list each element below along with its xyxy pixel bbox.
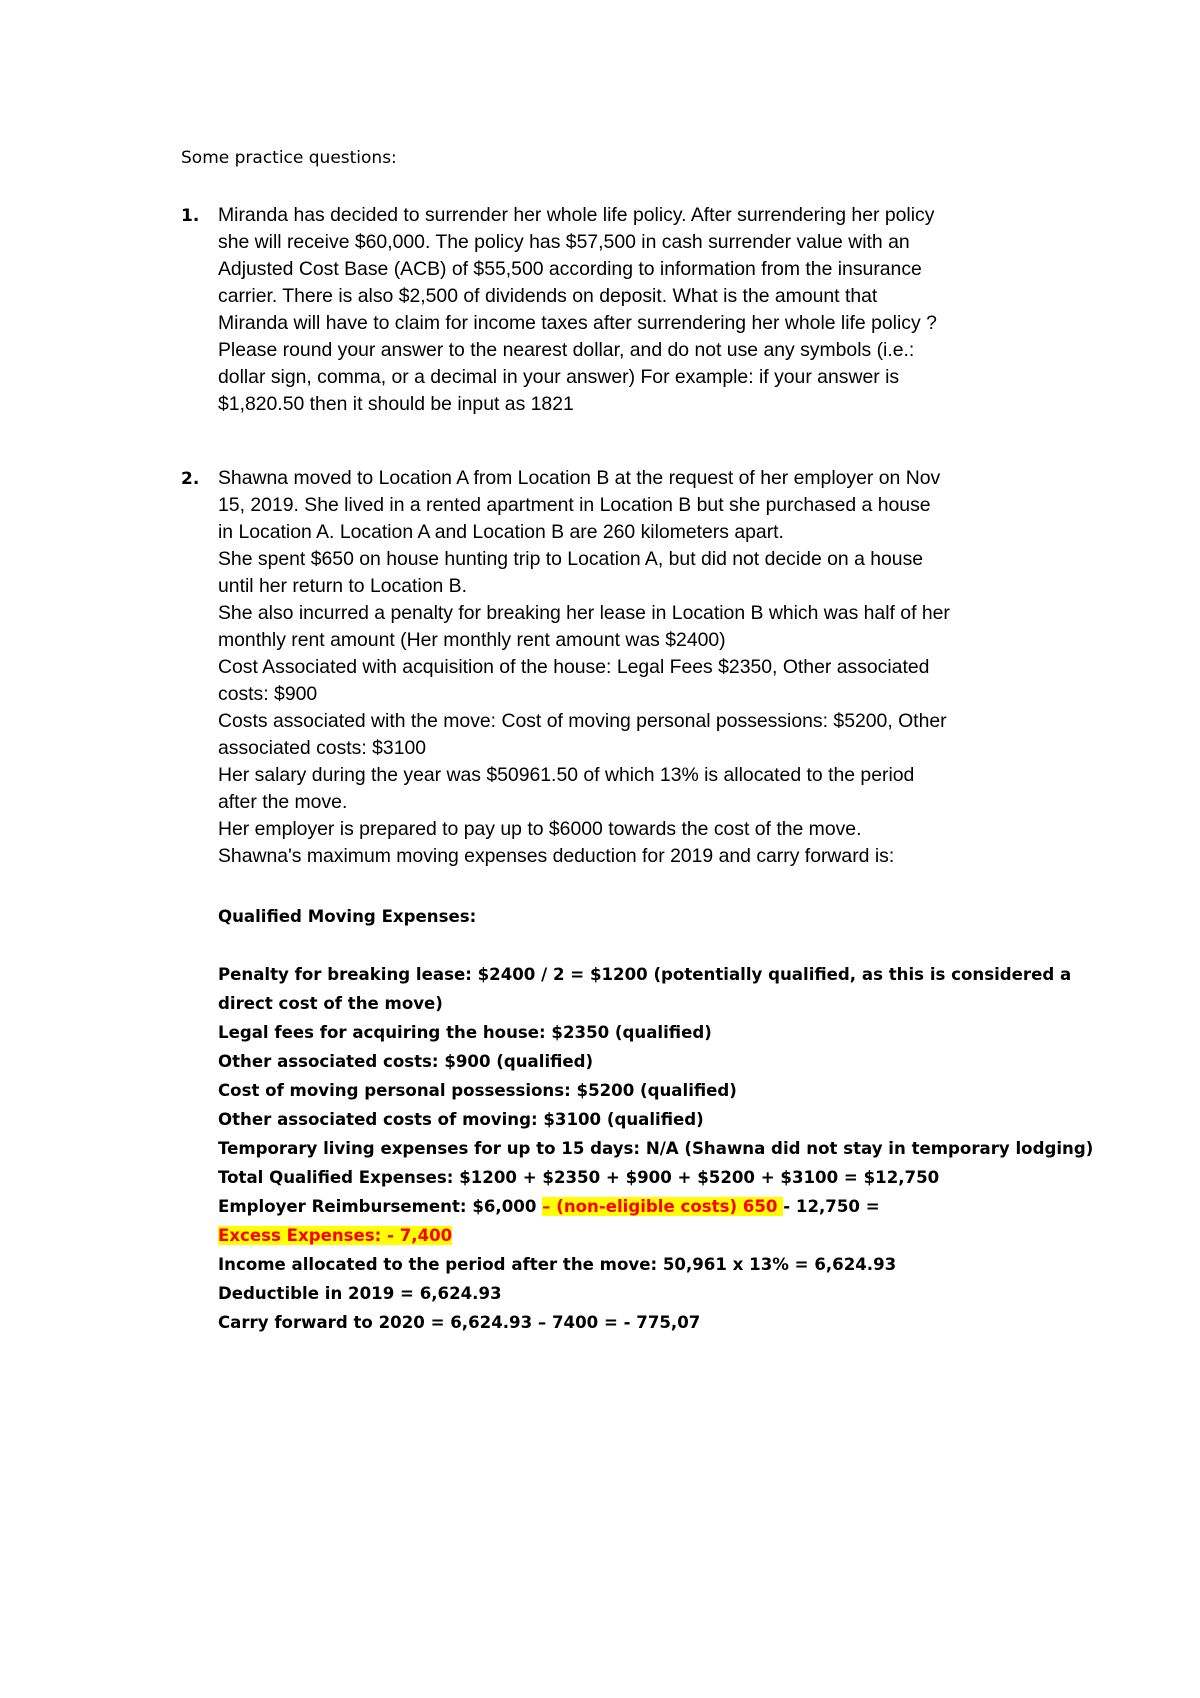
question-2-line: Shawna moved to Location A from Location B at the request of her employer on Nov xyxy=(218,467,941,489)
question-1-line: Miranda will have to claim for income taxes after surrendering her whole life policy ? xyxy=(218,312,937,334)
question-2-line: Cost Associated with acquisition of the house: Legal Fees $2350, Other associated xyxy=(218,656,930,678)
question-2-text xyxy=(218,465,1078,870)
question-2-line: until her return to Location B. xyxy=(218,575,467,597)
answer-title-block xyxy=(218,902,1098,931)
non-eligible-costs-highlight: – (non-eligible costs) 650 xyxy=(542,1197,784,1216)
question-2-line: Her salary during the year was $50961.50 of which 13% is allocated to the period xyxy=(218,764,915,786)
question-2-line: costs: $900 xyxy=(218,683,318,705)
question-1-line: dollar sign, comma, or a decimal in your answer) For example: if your answer is xyxy=(218,366,900,388)
question-1-line: $1,820.50 then it should be input as 1821 xyxy=(218,393,574,415)
answer-line: Total Qualified Expenses: $1200 + $2350 + $900 + $5200 + $3100 = $12,750 xyxy=(218,1168,940,1187)
question-1-text xyxy=(218,202,1078,418)
question-2-line: 15, 2019. She lived in a rented apartment in Location B but she purchased a house xyxy=(218,494,931,516)
document-heading: Some practice questions: xyxy=(181,148,397,168)
question-2-line: monthly rent amount (Her monthly rent amount was $2400) xyxy=(218,629,726,651)
excess-expenses-highlight: Excess Expenses: - 7,400 xyxy=(218,1226,453,1245)
question-2-line: after the move. xyxy=(218,791,348,813)
question-1-line: she will receive $60,000. The policy has $57,500 in cash surrender value with an xyxy=(218,231,910,253)
answer-line: Deductible in 2019 = 6,624.93 xyxy=(218,1284,502,1303)
answer-block xyxy=(218,960,1098,1337)
answer-line: Carry forward to 2020 = 6,624.93 – 7400 = - 775,07 xyxy=(218,1313,701,1332)
question-1-number: 1. xyxy=(181,206,200,226)
answer-line: Other associated costs of moving: $3100 (qualified) xyxy=(218,1110,704,1129)
question-1-line: carrier. There is also $2,500 of dividends on deposit. What is the amount that xyxy=(218,285,878,307)
reimbursement-suffix: - 12,750 = xyxy=(783,1197,880,1216)
answer-line: direct cost of the move) xyxy=(218,994,443,1013)
question-2-line: associated costs: $3100 xyxy=(218,737,427,759)
answer-title: Qualified Moving Expenses: xyxy=(218,907,477,926)
question-2-line: She also incurred a penalty for breaking her lease in Location B which was half of her xyxy=(218,602,950,624)
excess-expenses-line xyxy=(218,1221,1098,1250)
answer-line: Penalty for breaking lease: $2400 / 2 = $1200 (potentially qualified, as this is considered a xyxy=(218,965,1072,984)
question-2-line: Shawna's maximum moving expenses deduction for 2019 and carry forward is: xyxy=(218,845,895,867)
question-2-line: in Location A. Location A and Location B are 260 kilometers apart. xyxy=(218,521,784,543)
reimbursement-prefix: Employer Reimbursement: $6,000 xyxy=(218,1197,543,1216)
answer-line: Income allocated to the period after the move: 50,961 x 13% = 6,624.93 xyxy=(218,1255,897,1274)
question-1-line: Please round your answer to the nearest dollar, and do not use any symbols (i.e.: xyxy=(218,339,915,361)
answer-line: Temporary living expenses for up to 15 days: N/A (Shawna did not stay in temporary lodging) xyxy=(218,1139,1094,1158)
question-2-line: Her employer is prepared to pay up to $6000 towards the cost of the move. xyxy=(218,818,862,840)
answer-line: Legal fees for acquiring the house: $2350 (qualified) xyxy=(218,1023,712,1042)
question-2-line: Costs associated with the move: Cost of moving personal possessions: $5200, Other xyxy=(218,710,947,732)
answer-line: Cost of moving personal possessions: $5200 (qualified) xyxy=(218,1081,737,1100)
question-1-line: Adjusted Cost Base (ACB) of $55,500 according to information from the insurance xyxy=(218,258,922,280)
question-2-number: 2. xyxy=(181,469,200,489)
question-2-line: She spent $650 on house hunting trip to Location A, but did not decide on a house xyxy=(218,548,924,570)
answer-line: Other associated costs: $900 (qualified) xyxy=(218,1052,594,1071)
employer-reimbursement-line xyxy=(218,1192,1098,1221)
question-1-line: Miranda has decided to surrender her whole life policy. After surrendering her policy xyxy=(218,204,935,226)
